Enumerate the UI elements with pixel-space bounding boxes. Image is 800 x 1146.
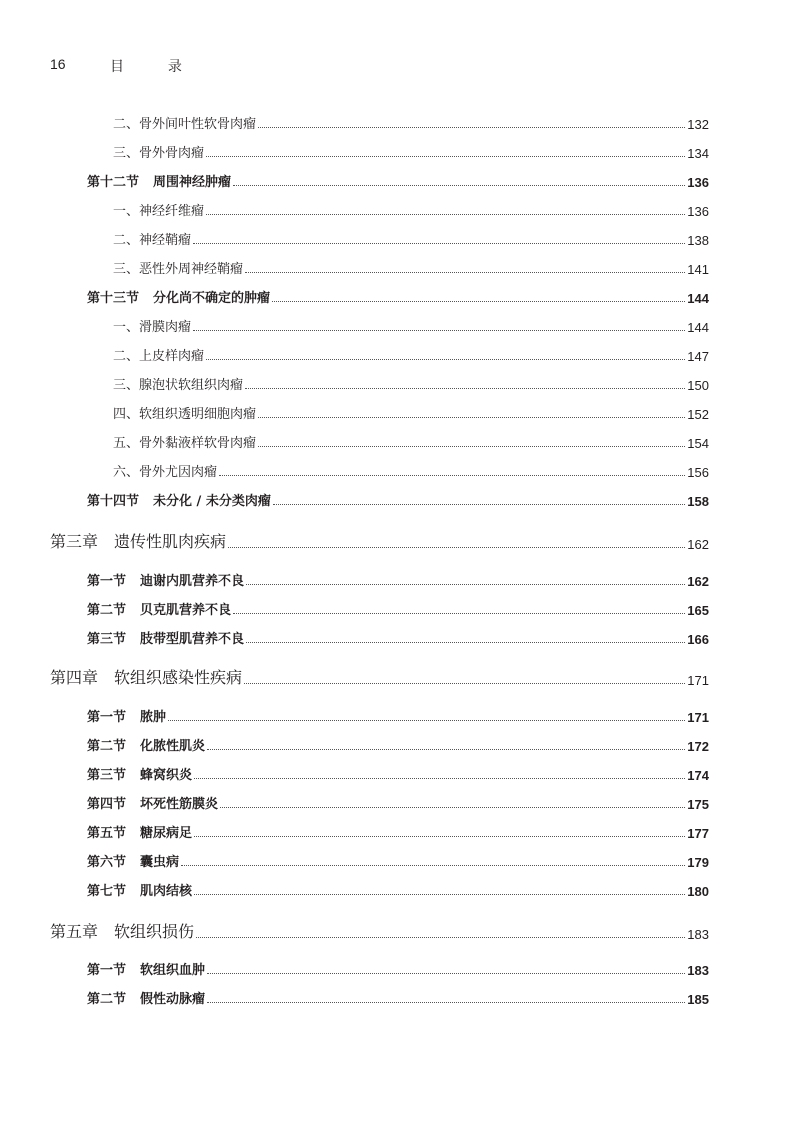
dot-leader — [206, 357, 685, 360]
toc-item[interactable] — [113, 199, 709, 219]
toc-entry-label — [87, 570, 244, 589]
toc-item[interactable] — [113, 460, 709, 480]
toc-section[interactable] — [87, 489, 709, 509]
dot-leader — [194, 892, 685, 895]
toc-item[interactable] — [113, 431, 709, 451]
toc-entry-title: 软组织血肿 — [140, 963, 206, 978]
toc-section[interactable] — [87, 705, 709, 725]
toc-page-number: 152 — [687, 407, 709, 422]
dot-leader — [245, 270, 685, 273]
toc-entry-title: 未分化 / 未分类肉瘤 — [153, 494, 271, 509]
toc-entry-label: 五、骨外黏液样软骨肉瘤 — [113, 436, 257, 451]
dot-leader — [207, 971, 685, 974]
toc-page-number: 183 — [687, 963, 709, 978]
toc-entry-label — [87, 628, 244, 647]
toc-entry-label — [50, 529, 226, 552]
toc-page-number: 183 — [687, 927, 709, 942]
running-title: 目 录 — [110, 58, 202, 74]
toc-page-number: 162 — [687, 574, 709, 589]
toc-entry-number: 第七节 — [87, 884, 127, 899]
toc-entry-label: 三、恶性外周神经鞘瘤 — [113, 262, 244, 277]
toc-entry-label — [50, 919, 194, 942]
dot-leader — [196, 935, 685, 938]
toc-item[interactable] — [113, 257, 709, 277]
dot-leader — [233, 183, 685, 186]
toc-page-number: 162 — [687, 537, 709, 552]
toc-page-number: 150 — [687, 378, 709, 393]
toc-entry-number: 第一节 — [87, 574, 127, 589]
dot-leader — [258, 444, 685, 447]
dot-leader — [273, 502, 685, 505]
toc-entry-label — [87, 490, 271, 509]
toc-entry-label — [87, 599, 231, 618]
toc-entry-number: 第五章 — [50, 924, 99, 941]
toc-entry-label — [87, 851, 179, 870]
toc-entry-title: 贝克肌营养不良 — [140, 603, 232, 618]
toc-entry-title: 坏死性筋膜炎 — [140, 797, 219, 812]
dot-leader — [258, 415, 685, 418]
toc-entry-number: 第三章 — [50, 534, 99, 551]
toc-entry-title: 迪谢内肌营养不良 — [140, 574, 245, 589]
toc-entry-label: 三、骨外骨肉瘤 — [113, 146, 205, 161]
toc-chapter[interactable] — [50, 668, 709, 688]
dot-leader — [193, 328, 685, 331]
toc-chapter[interactable] — [50, 532, 709, 552]
dot-leader — [219, 473, 685, 476]
toc-page-number: 144 — [687, 320, 709, 335]
dot-leader — [220, 805, 685, 808]
toc-entry-label: 四、软组织透明细胞肉瘤 — [113, 407, 257, 422]
toc-entry-label — [87, 822, 192, 841]
toc-page-number: 158 — [687, 494, 709, 509]
toc-entry-label: 二、骨外间叶性软骨肉瘤 — [113, 117, 257, 132]
toc-entry-number: 第三节 — [87, 768, 127, 783]
toc-entry-title: 遗传性肌肉疾病 — [114, 534, 227, 551]
toc-item[interactable] — [113, 141, 709, 161]
toc-entry-title: 肌肉结核 — [140, 884, 193, 899]
dot-leader — [207, 747, 685, 750]
dot-leader — [233, 611, 685, 614]
toc-entry-number: 第一节 — [87, 710, 127, 725]
dot-leader — [181, 863, 685, 866]
dot-leader — [244, 681, 685, 684]
toc-entry-number: 第十二节 — [87, 175, 140, 190]
toc-entry-number: 第四章 — [50, 670, 99, 687]
toc-entry-title: 囊虫病 — [140, 855, 180, 870]
toc-entry-label: 一、滑膜肉瘤 — [113, 320, 192, 335]
dot-leader — [246, 582, 685, 585]
toc-section[interactable] — [87, 598, 709, 618]
toc-entry-number: 第二节 — [87, 739, 127, 754]
dot-leader — [272, 299, 685, 302]
toc-entry-label: 二、神经鞘瘤 — [113, 233, 192, 248]
toc-item[interactable] — [113, 402, 709, 422]
toc-item[interactable] — [113, 228, 709, 248]
toc-entry-number: 第一节 — [87, 963, 127, 978]
toc-section[interactable] — [87, 850, 709, 870]
toc-entry-label — [50, 665, 242, 688]
toc-item[interactable] — [113, 373, 709, 393]
toc-entry-number: 第六节 — [87, 855, 127, 870]
toc-section[interactable] — [87, 821, 709, 841]
dot-leader — [206, 212, 685, 215]
toc-page-number: 171 — [687, 673, 709, 688]
toc-item[interactable] — [113, 315, 709, 335]
toc-entry-title: 软组织感染性疾病 — [114, 670, 243, 687]
toc-section[interactable] — [87, 792, 709, 812]
toc-entry-number: 第二节 — [87, 603, 127, 618]
toc-section[interactable] — [87, 627, 709, 647]
toc-entry-label — [87, 764, 192, 783]
toc-page-number: 185 — [687, 992, 709, 1007]
toc-entry-title: 周围神经肿瘤 — [153, 175, 232, 190]
toc-page-number: 179 — [687, 855, 709, 870]
toc-entry-number: 第四节 — [87, 797, 127, 812]
toc-page-number: 156 — [687, 465, 709, 480]
toc-entry-label — [87, 793, 218, 812]
dot-leader — [207, 1000, 685, 1003]
toc-page-number: 171 — [687, 710, 709, 725]
toc-entry-number: 第十三节 — [87, 291, 140, 306]
toc-section[interactable] — [87, 958, 709, 978]
toc-entry-title: 脓肿 — [140, 710, 167, 725]
toc-page-number: 175 — [687, 797, 709, 812]
toc-entry-label: 六、骨外尤因肉瘤 — [113, 465, 218, 480]
toc-page-number: 132 — [687, 117, 709, 132]
toc-section[interactable] — [87, 170, 709, 190]
toc-page-number: 134 — [687, 146, 709, 161]
toc-entry-number: 第五节 — [87, 826, 127, 841]
toc-page-number: 165 — [687, 603, 709, 618]
toc-item[interactable] — [113, 344, 709, 364]
toc-entry-title: 蜂窝织炎 — [140, 768, 193, 783]
toc-page-number: 138 — [687, 233, 709, 248]
toc-page-number: 136 — [687, 175, 709, 190]
toc-page-number: 141 — [687, 262, 709, 277]
toc-entry-label: 三、腺泡状软组织肉瘤 — [113, 378, 244, 393]
toc-entry-title: 肢带型肌营养不良 — [140, 632, 245, 647]
toc-page-number: 154 — [687, 436, 709, 451]
toc-item[interactable] — [113, 112, 709, 132]
dot-leader — [194, 776, 685, 779]
toc-page-number: 144 — [687, 291, 709, 306]
dot-leader — [228, 545, 685, 548]
toc-entry-number: 第二节 — [87, 992, 127, 1007]
toc-entry-label — [87, 735, 205, 754]
toc-page-number: 174 — [687, 768, 709, 783]
toc-entry-label: 一、神经纤维瘤 — [113, 204, 205, 219]
page-number: 16 — [50, 56, 66, 72]
dot-leader — [245, 386, 685, 389]
toc-entry-label — [87, 880, 192, 899]
toc-page-number: 177 — [687, 826, 709, 841]
toc-entry-label — [87, 171, 231, 190]
toc-entry-label: 二、上皮样肉瘤 — [113, 349, 205, 364]
toc-section[interactable] — [87, 286, 709, 306]
toc-section[interactable] — [87, 879, 709, 899]
toc-page-number: 147 — [687, 349, 709, 364]
toc-section[interactable] — [87, 987, 709, 1007]
toc-entry-title: 软组织损伤 — [114, 924, 195, 941]
toc-entry-title: 化脓性肌炎 — [140, 739, 206, 754]
dot-leader — [258, 125, 685, 128]
toc-entry-title: 分化尚不确定的肿瘤 — [153, 291, 271, 306]
toc-entry-title: 糖尿病足 — [140, 826, 193, 841]
toc-page-number: 180 — [687, 884, 709, 899]
toc-entry-title: 假性动脉瘤 — [140, 992, 206, 1007]
toc-chapter[interactable] — [50, 922, 709, 942]
dot-leader — [194, 834, 685, 837]
toc-section[interactable] — [87, 734, 709, 754]
toc-entry-label — [87, 706, 166, 725]
toc-page-number: 166 — [687, 632, 709, 647]
toc-page-number: 136 — [687, 204, 709, 219]
dot-leader — [246, 640, 685, 643]
dot-leader — [193, 241, 685, 244]
toc-entry-label — [87, 959, 205, 978]
toc-section[interactable] — [87, 763, 709, 783]
dot-leader — [206, 154, 685, 157]
toc-entry-number: 第三节 — [87, 632, 127, 647]
dot-leader — [168, 718, 685, 721]
toc-entry-label — [87, 287, 270, 306]
toc-entry-label — [87, 988, 205, 1007]
toc-entry-number: 第十四节 — [87, 494, 140, 509]
toc-page-number: 172 — [687, 739, 709, 754]
toc-section[interactable] — [87, 569, 709, 589]
